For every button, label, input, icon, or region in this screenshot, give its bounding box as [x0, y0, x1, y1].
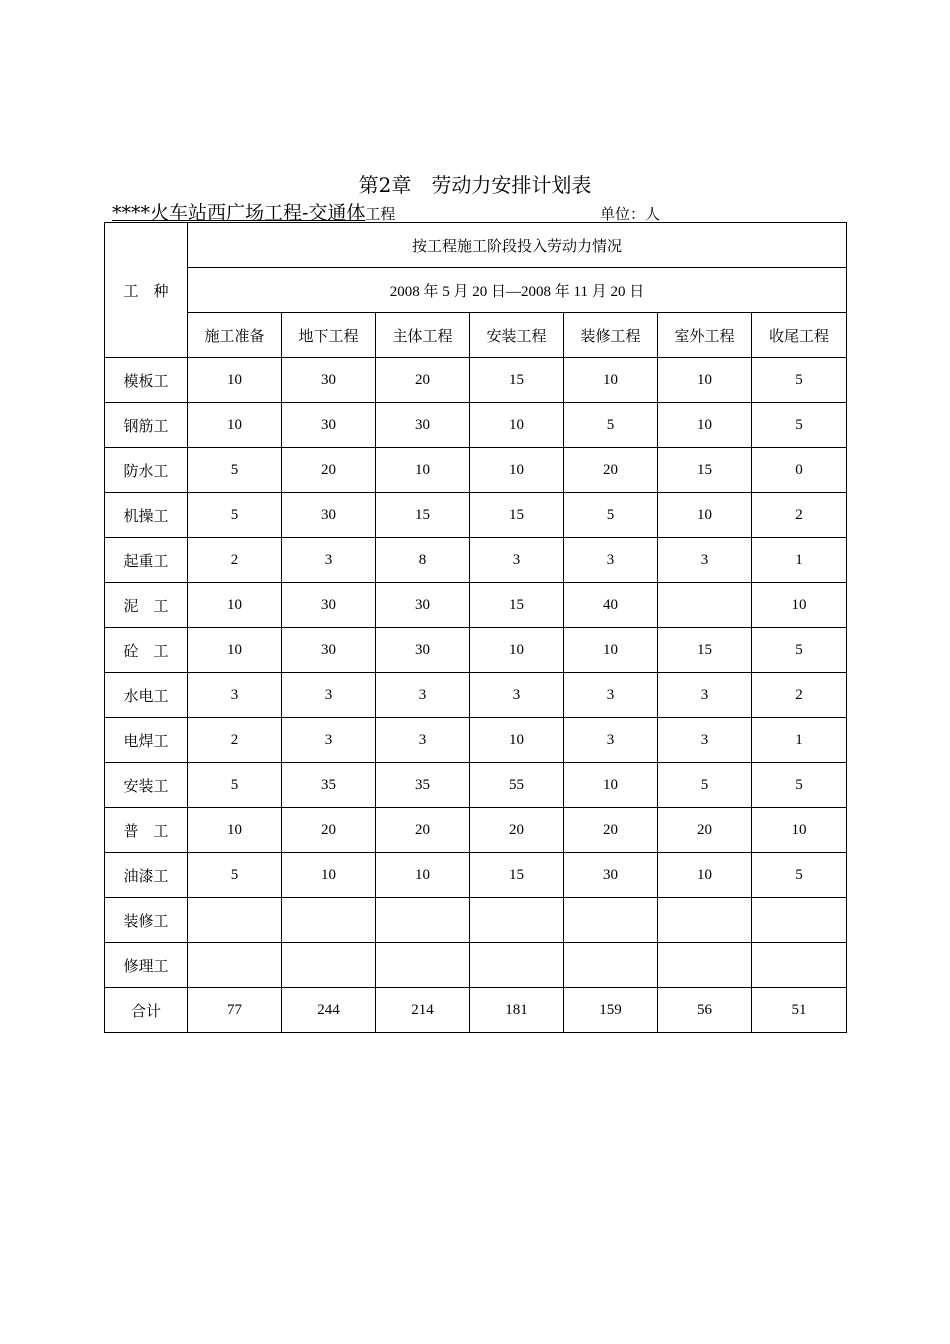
worker-count-cell	[282, 943, 376, 988]
table-row	[105, 943, 847, 988]
table-row	[105, 628, 847, 673]
project-name-suffix: 工程	[365, 205, 396, 223]
table-row	[105, 403, 847, 448]
table-row	[105, 853, 847, 898]
table-row	[105, 898, 847, 943]
worker-count-cell	[188, 943, 282, 988]
worker-count-cell: 10	[282, 853, 376, 898]
worker-count-cell: 20	[564, 808, 658, 853]
phase-header: 安装工程	[470, 313, 564, 358]
worker-count-cell: 3	[282, 673, 376, 718]
worker-count-cell: 15	[376, 493, 470, 538]
worker-count-cell: 3	[658, 538, 752, 583]
labor-plan-table	[104, 222, 847, 1033]
worker-count-cell: 5	[564, 403, 658, 448]
trade-name: 模板工	[105, 358, 188, 403]
worker-count-cell	[752, 943, 847, 988]
worker-count-cell: 5	[188, 493, 282, 538]
worker-count-cell: 1	[752, 538, 847, 583]
worker-count-cell: 20	[282, 448, 376, 493]
group-header: 按工程施工阶段投入劳动力情况	[188, 223, 847, 268]
table-row	[105, 448, 847, 493]
worker-count-cell: 5	[658, 763, 752, 808]
worker-count-cell: 10	[752, 583, 847, 628]
worker-count-cell: 10	[564, 628, 658, 673]
worker-count-cell: 10	[188, 403, 282, 448]
worker-count-cell: 2	[188, 718, 282, 763]
worker-count-cell: 10	[470, 718, 564, 763]
trade-name: 普 工	[105, 808, 188, 853]
worker-count-cell: 30	[282, 403, 376, 448]
worker-count-cell	[376, 943, 470, 988]
trade-name: 合计	[105, 988, 188, 1033]
worker-count-cell: 10	[658, 358, 752, 403]
project-name-main: ****火车站西广场工程-交通体	[112, 202, 366, 224]
worker-count-cell: 35	[282, 763, 376, 808]
worker-count-cell: 10	[658, 853, 752, 898]
worker-count-cell: 0	[752, 448, 847, 493]
worker-count-cell	[658, 583, 752, 628]
worker-count-cell: 30	[282, 583, 376, 628]
worker-count-cell: 15	[658, 628, 752, 673]
table-row	[105, 763, 847, 808]
page-title: 第2章 劳动力安排计划表	[358, 173, 592, 197]
worker-count-cell: 20	[376, 358, 470, 403]
worker-count-cell: 3	[188, 673, 282, 718]
unit-label: 单位：人	[600, 205, 661, 223]
trade-name: 修理工	[105, 943, 188, 988]
worker-count-cell: 3	[282, 538, 376, 583]
table-row	[105, 583, 847, 628]
worker-count-cell: 3	[470, 673, 564, 718]
table-body	[105, 223, 847, 1033]
worker-count-cell: 244	[282, 988, 376, 1033]
phase-header: 收尾工程	[752, 313, 847, 358]
worker-count-cell: 3	[376, 673, 470, 718]
worker-count-cell: 30	[282, 358, 376, 403]
worker-count-cell: 40	[564, 583, 658, 628]
worker-count-cell: 5	[188, 853, 282, 898]
worker-count-cell: 159	[564, 988, 658, 1033]
worker-count-cell: 3	[470, 538, 564, 583]
worker-count-cell: 8	[376, 538, 470, 583]
worker-count-cell: 3	[564, 718, 658, 763]
header-row-phases	[105, 313, 847, 358]
worker-count-cell: 20	[564, 448, 658, 493]
worker-count-cell: 10	[470, 628, 564, 673]
phase-header: 地下工程	[282, 313, 376, 358]
worker-count-cell: 3	[658, 673, 752, 718]
worker-count-cell	[470, 898, 564, 943]
worker-count-cell: 2	[188, 538, 282, 583]
worker-count-cell: 1	[752, 718, 847, 763]
trade-name: 电焊工	[105, 718, 188, 763]
worker-count-cell: 35	[376, 763, 470, 808]
worker-count-cell: 10	[564, 358, 658, 403]
worker-count-cell: 15	[658, 448, 752, 493]
trade-name: 水电工	[105, 673, 188, 718]
worker-count-cell: 51	[752, 988, 847, 1033]
worker-count-cell: 30	[376, 403, 470, 448]
worker-count-cell: 15	[470, 358, 564, 403]
worker-count-cell: 5	[752, 763, 847, 808]
trade-name: 油漆工	[105, 853, 188, 898]
trade-name: 装修工	[105, 898, 188, 943]
trade-name: 砼 工	[105, 628, 188, 673]
worker-count-cell: 10	[470, 403, 564, 448]
worker-count-cell: 10	[564, 763, 658, 808]
table-row	[105, 358, 847, 403]
worker-count-cell: 30	[282, 628, 376, 673]
worker-count-cell: 5	[188, 763, 282, 808]
trade-column-header: 工 种	[105, 223, 188, 358]
trade-name: 起重工	[105, 538, 188, 583]
worker-count-cell: 10	[376, 853, 470, 898]
worker-count-cell: 77	[188, 988, 282, 1033]
worker-count-cell: 5	[752, 403, 847, 448]
worker-count-cell: 5	[564, 493, 658, 538]
worker-count-cell: 10	[658, 403, 752, 448]
table-row	[105, 493, 847, 538]
worker-count-cell: 20	[658, 808, 752, 853]
worker-count-cell: 5	[752, 358, 847, 403]
worker-count-cell: 10	[188, 808, 282, 853]
worker-count-cell: 56	[658, 988, 752, 1033]
worker-count-cell	[376, 898, 470, 943]
worker-count-cell: 15	[470, 853, 564, 898]
worker-count-cell: 2	[752, 493, 847, 538]
worker-count-cell	[658, 898, 752, 943]
worker-count-cell: 20	[376, 808, 470, 853]
header-row-group	[105, 223, 847, 268]
total-row	[105, 988, 847, 1033]
trade-name: 泥 工	[105, 583, 188, 628]
worker-count-cell: 10	[188, 358, 282, 403]
worker-count-cell: 30	[564, 853, 658, 898]
worker-count-cell: 10	[188, 628, 282, 673]
worker-count-cell: 3	[564, 538, 658, 583]
phase-header: 施工准备	[188, 313, 282, 358]
trade-name: 防水工	[105, 448, 188, 493]
header-row-date	[105, 268, 847, 313]
worker-count-cell: 15	[470, 493, 564, 538]
table-row	[105, 673, 847, 718]
worker-count-cell: 30	[376, 628, 470, 673]
trade-name: 安装工	[105, 763, 188, 808]
worker-count-cell: 20	[470, 808, 564, 853]
worker-count-cell: 10	[658, 493, 752, 538]
phase-header: 装修工程	[564, 313, 658, 358]
worker-count-cell	[752, 898, 847, 943]
worker-count-cell: 5	[752, 628, 847, 673]
worker-count-cell: 15	[470, 583, 564, 628]
table-row	[105, 538, 847, 583]
trade-name: 机操工	[105, 493, 188, 538]
worker-count-cell: 10	[470, 448, 564, 493]
worker-count-cell: 5	[752, 853, 847, 898]
worker-count-cell	[564, 943, 658, 988]
phase-header: 主体工程	[376, 313, 470, 358]
worker-count-cell: 10	[752, 808, 847, 853]
worker-count-cell: 3	[376, 718, 470, 763]
worker-count-cell: 214	[376, 988, 470, 1033]
worker-count-cell	[282, 898, 376, 943]
trade-name: 钢筋工	[105, 403, 188, 448]
worker-count-cell	[188, 898, 282, 943]
worker-count-cell	[470, 943, 564, 988]
table-row	[105, 718, 847, 763]
worker-count-cell: 3	[282, 718, 376, 763]
worker-count-cell: 30	[282, 493, 376, 538]
phase-header: 室外工程	[658, 313, 752, 358]
worker-count-cell: 10	[188, 583, 282, 628]
worker-count-cell: 181	[470, 988, 564, 1033]
worker-count-cell	[658, 943, 752, 988]
worker-count-cell: 30	[376, 583, 470, 628]
worker-count-cell	[564, 898, 658, 943]
worker-count-cell: 55	[470, 763, 564, 808]
worker-count-cell: 3	[658, 718, 752, 763]
worker-count-cell: 3	[564, 673, 658, 718]
worker-count-cell: 5	[188, 448, 282, 493]
worker-count-cell: 20	[282, 808, 376, 853]
date-range: 2008 年 5 月 20 日—2008 年 11 月 20 日	[188, 268, 847, 313]
table-row	[105, 808, 847, 853]
worker-count-cell: 2	[752, 673, 847, 718]
worker-count-cell: 10	[376, 448, 470, 493]
